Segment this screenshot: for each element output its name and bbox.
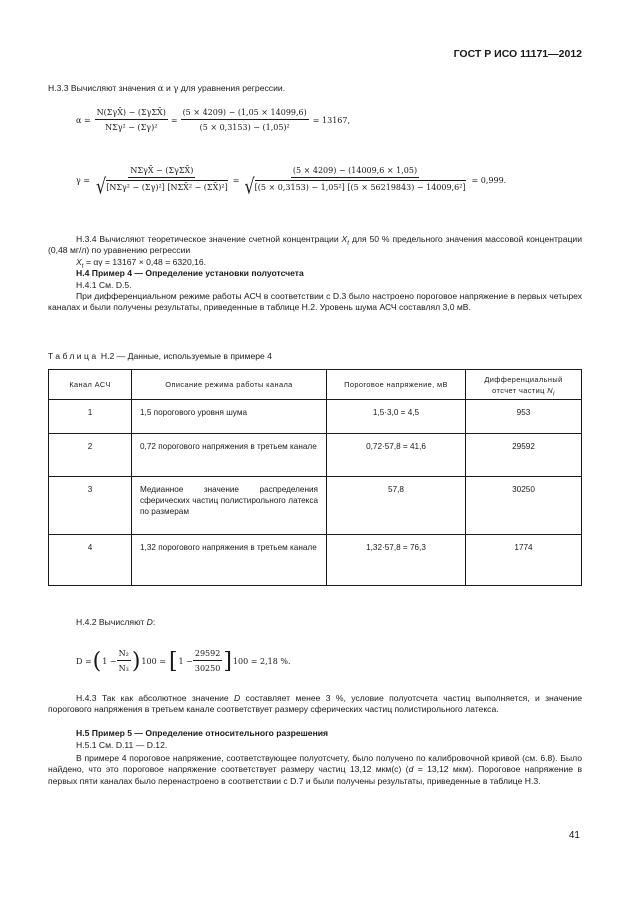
equation-xt bbox=[48, 257, 582, 268]
d-fraction-values bbox=[193, 648, 222, 675]
cell-description: 1,32 порогового напряжения в третьем канале bbox=[132, 535, 327, 586]
paragraph-h34 bbox=[48, 234, 582, 257]
gamma-symbol: γ bbox=[173, 84, 179, 94]
header-channel: Канал АСЧ bbox=[49, 370, 132, 400]
header-threshold: Пороговое напряжение, мВ bbox=[327, 370, 466, 400]
alpha-denominator: NΣγ² − (Σγ)² bbox=[105, 123, 158, 133]
h43-text1: Н.4.3 Так как абсолютное значение bbox=[76, 693, 229, 703]
xt-equation: = αγ = 13167 × 0,48 = 6320,16. bbox=[85, 257, 207, 267]
data-table bbox=[48, 369, 582, 586]
cell-channel: 1 bbox=[49, 400, 132, 434]
alpha-numerator: N(ΣγX̄) − (ΣγΣX̄) bbox=[95, 107, 168, 120]
table-row bbox=[49, 434, 582, 477]
heading-h4: Н.4 Пример 4 — Определение установки полуотсчета bbox=[76, 268, 304, 278]
gamma-numerator-values: (5 × 4209) − (14009,6 × 1,05) bbox=[291, 165, 419, 178]
cell-description: 0,72 порогового напряжения в третьем канале bbox=[132, 434, 327, 477]
d-num: 29592 bbox=[193, 648, 222, 661]
h5-text2: = 13,12 мкм). Пороговое напряжение в первых пяти каналах было перенастроено в соответствии с D.7 и были получены результаты, приведенные в таблице Н.3. bbox=[48, 764, 583, 786]
gamma-denominator-values: [(5 × 0,3153) − 1,05²] [(5 × 56219843) − 14009,6²] bbox=[255, 180, 466, 194]
h33-lead: Н.3.3 Вычисляют значения bbox=[48, 83, 156, 93]
header-count-text: Дифференциальный отсчет частиц bbox=[484, 374, 563, 395]
alpha-symbol: α bbox=[157, 84, 164, 94]
page-number: 41 bbox=[568, 830, 580, 841]
cell-description: Медианное значение распределения сферических частиц полистирольного латекса по размерам bbox=[132, 477, 327, 535]
h42-text: Н.4.2 Вычисляют bbox=[76, 617, 145, 627]
gamma-result: = 0,999. bbox=[471, 175, 507, 185]
gamma-lhs: γ = bbox=[76, 175, 91, 185]
xt-sub: t bbox=[81, 262, 84, 270]
alpha-fraction bbox=[95, 107, 168, 134]
alpha-numerator-values: (5 × 4209) − (1,05 × 14099,6) bbox=[181, 107, 309, 120]
cell-description: 1,5 порогового уровня шума bbox=[132, 400, 327, 434]
paragraph-h33 bbox=[48, 83, 582, 95]
h43-var: D bbox=[234, 693, 241, 703]
d-mid: 100 = bbox=[141, 656, 166, 666]
h34-text1: Н.3.4 Вычисляют теоретическое значение счетной концентрации bbox=[76, 234, 339, 244]
h33-tail: для уравнения регрессии. bbox=[180, 83, 286, 93]
table-header-row bbox=[49, 370, 582, 400]
paragraph-h5 bbox=[48, 753, 582, 787]
paragraph-h42 bbox=[48, 617, 582, 628]
h5-text1: В примере 4 пороговое напряжение, соответствующее полуотсчету, было получено по калибровочной кривой (см. 6.8). Было найдено, что это пороговое напряжение соответствует размеру частиц 13,12 мкм(с) ( bbox=[48, 753, 582, 775]
alpha-lhs: α = bbox=[76, 115, 91, 125]
alpha-result: = 13167, bbox=[312, 115, 351, 125]
table-caption-rest: Н.2 — Данные, используемые в примере 4 bbox=[100, 351, 272, 361]
h43-text2: составляет менее 3 %, условие полуотсчета частиц выполняется, и значение порогового напряжения в третьем канале соответствует размеру сферических частиц полистирольного латекса. bbox=[48, 693, 582, 715]
d-n2: N₂ bbox=[117, 648, 131, 661]
cell-channel: 3 bbox=[49, 477, 132, 535]
cell-count: 30250 bbox=[466, 477, 582, 535]
cell-threshold: 1,32·57,8 = 76,3 bbox=[327, 535, 466, 586]
paragraph-h43 bbox=[48, 693, 582, 716]
h34-var-sub: t bbox=[347, 239, 350, 247]
h33-and: и bbox=[166, 83, 171, 93]
gamma-numerator: NΣγX̄ − (ΣγΣX̄) bbox=[128, 165, 195, 178]
cell-channel: 2 bbox=[49, 434, 132, 477]
sqrt-symbol: √ [NΣγ² − (Σγ)²] [NΣX̄² − (ΣX̄)²] bbox=[96, 174, 228, 200]
gamma-denominator: [NΣγ² − (Σγ)²] [NΣX̄² − (ΣX̄)²] bbox=[106, 180, 228, 194]
header-description: Описание режима работы канала bbox=[132, 370, 327, 400]
cell-threshold: 1,5·3,0 = 4,5 bbox=[327, 400, 466, 434]
sqrt-symbol-values: √ [(5 × 0,3153) − 1,05²] [(5 × 56219843) − 14009,6²] bbox=[244, 174, 466, 200]
gamma-denominator-wrap bbox=[94, 174, 230, 200]
gamma-denominator-values-wrap bbox=[242, 174, 467, 200]
gamma-formula: γ = NΣγX̄ − (ΣγΣX̄) √ [NΣγ² − (Σγ)²] [NΣX̄² − (ΣX̄)²] = (5 × 4209) − (14009,6 × 1,05) √ [(5 × 0,3153) − 1,05²] [(5 × 56219843) − 14009,6²] = 0,999. bbox=[76, 166, 507, 200]
alpha-formula: α = $\frac{\text{N(ΣγX̄) − (ΣγΣX̄)}}{\text{NΣγ² − (Σγ)²}}$ = $\frac{(5 \times 4209) - (1,05 \times 14099,6)}{\text{(5 × 0,3153) − (1,05)²}}$ = 13167, bbox=[76, 108, 351, 133]
header-count-var: N bbox=[547, 385, 553, 395]
h5-var: d bbox=[408, 764, 414, 775]
gamma-fraction bbox=[94, 165, 230, 200]
d-formula: D = ( 1 − $\frac{\text{N₂}}{\text{N₃}}$ ) 100 = [ 1 − $\frac{29592}{30250}$ ] 100 = 2,18 %. bbox=[76, 648, 291, 674]
table-row bbox=[49, 477, 582, 535]
h34-var: X bbox=[341, 234, 348, 244]
table-caption-word: Таблица bbox=[48, 351, 99, 361]
standard-header: ГОСТ Р ИСО 11171—2012 bbox=[453, 48, 582, 60]
h42-var: D bbox=[146, 617, 153, 627]
d-n3: N₃ bbox=[118, 664, 129, 674]
table-row bbox=[49, 400, 582, 434]
cell-threshold: 57,8 bbox=[327, 477, 466, 535]
h42-colon: : bbox=[152, 617, 156, 627]
table-caption bbox=[48, 351, 272, 362]
alpha-denominator-values: (5 × 0,3153) − (1,05)² bbox=[199, 123, 290, 133]
d-result: 100 = 2,18 %. bbox=[232, 656, 291, 666]
cell-channel: 4 bbox=[49, 535, 132, 586]
table-row bbox=[49, 535, 582, 586]
xt-var: X bbox=[76, 257, 82, 267]
cell-count: 953 bbox=[466, 400, 582, 434]
d-fraction-symbolic bbox=[117, 648, 131, 675]
alpha-fraction-values bbox=[181, 107, 309, 134]
paragraph-h41: Н.4.1 См. D.5. bbox=[76, 280, 132, 290]
d-den: 30250 bbox=[194, 664, 221, 674]
cell-threshold: 0,72·57,8 = 41,6 bbox=[327, 434, 466, 477]
cell-count: 1774 bbox=[466, 535, 582, 586]
heading-h5: Н.5 Пример 5 — Определение относительного разрешения bbox=[76, 728, 329, 738]
cell-count: 29592 bbox=[466, 434, 582, 477]
d-lhs: D = bbox=[76, 656, 92, 666]
paragraph-h51: Н.5.1 См. D.11 — D.12. bbox=[76, 740, 168, 750]
header-count-sub: i bbox=[552, 389, 555, 397]
h34-text2: для 50 % предельного значения массовой концентрации (0,48 мг/л) по уравнению регрессии bbox=[48, 234, 583, 256]
paragraph-h4: При дифференциальном режиме работы АСЧ в соответствии с D.3 было настроено пороговое напряжение в первых четырех каналах и были получены результаты, приведенные в таблице Н.2. Уровень шума АСЧ составлял 3,0 мВ. bbox=[48, 291, 582, 313]
header-count bbox=[466, 370, 582, 400]
